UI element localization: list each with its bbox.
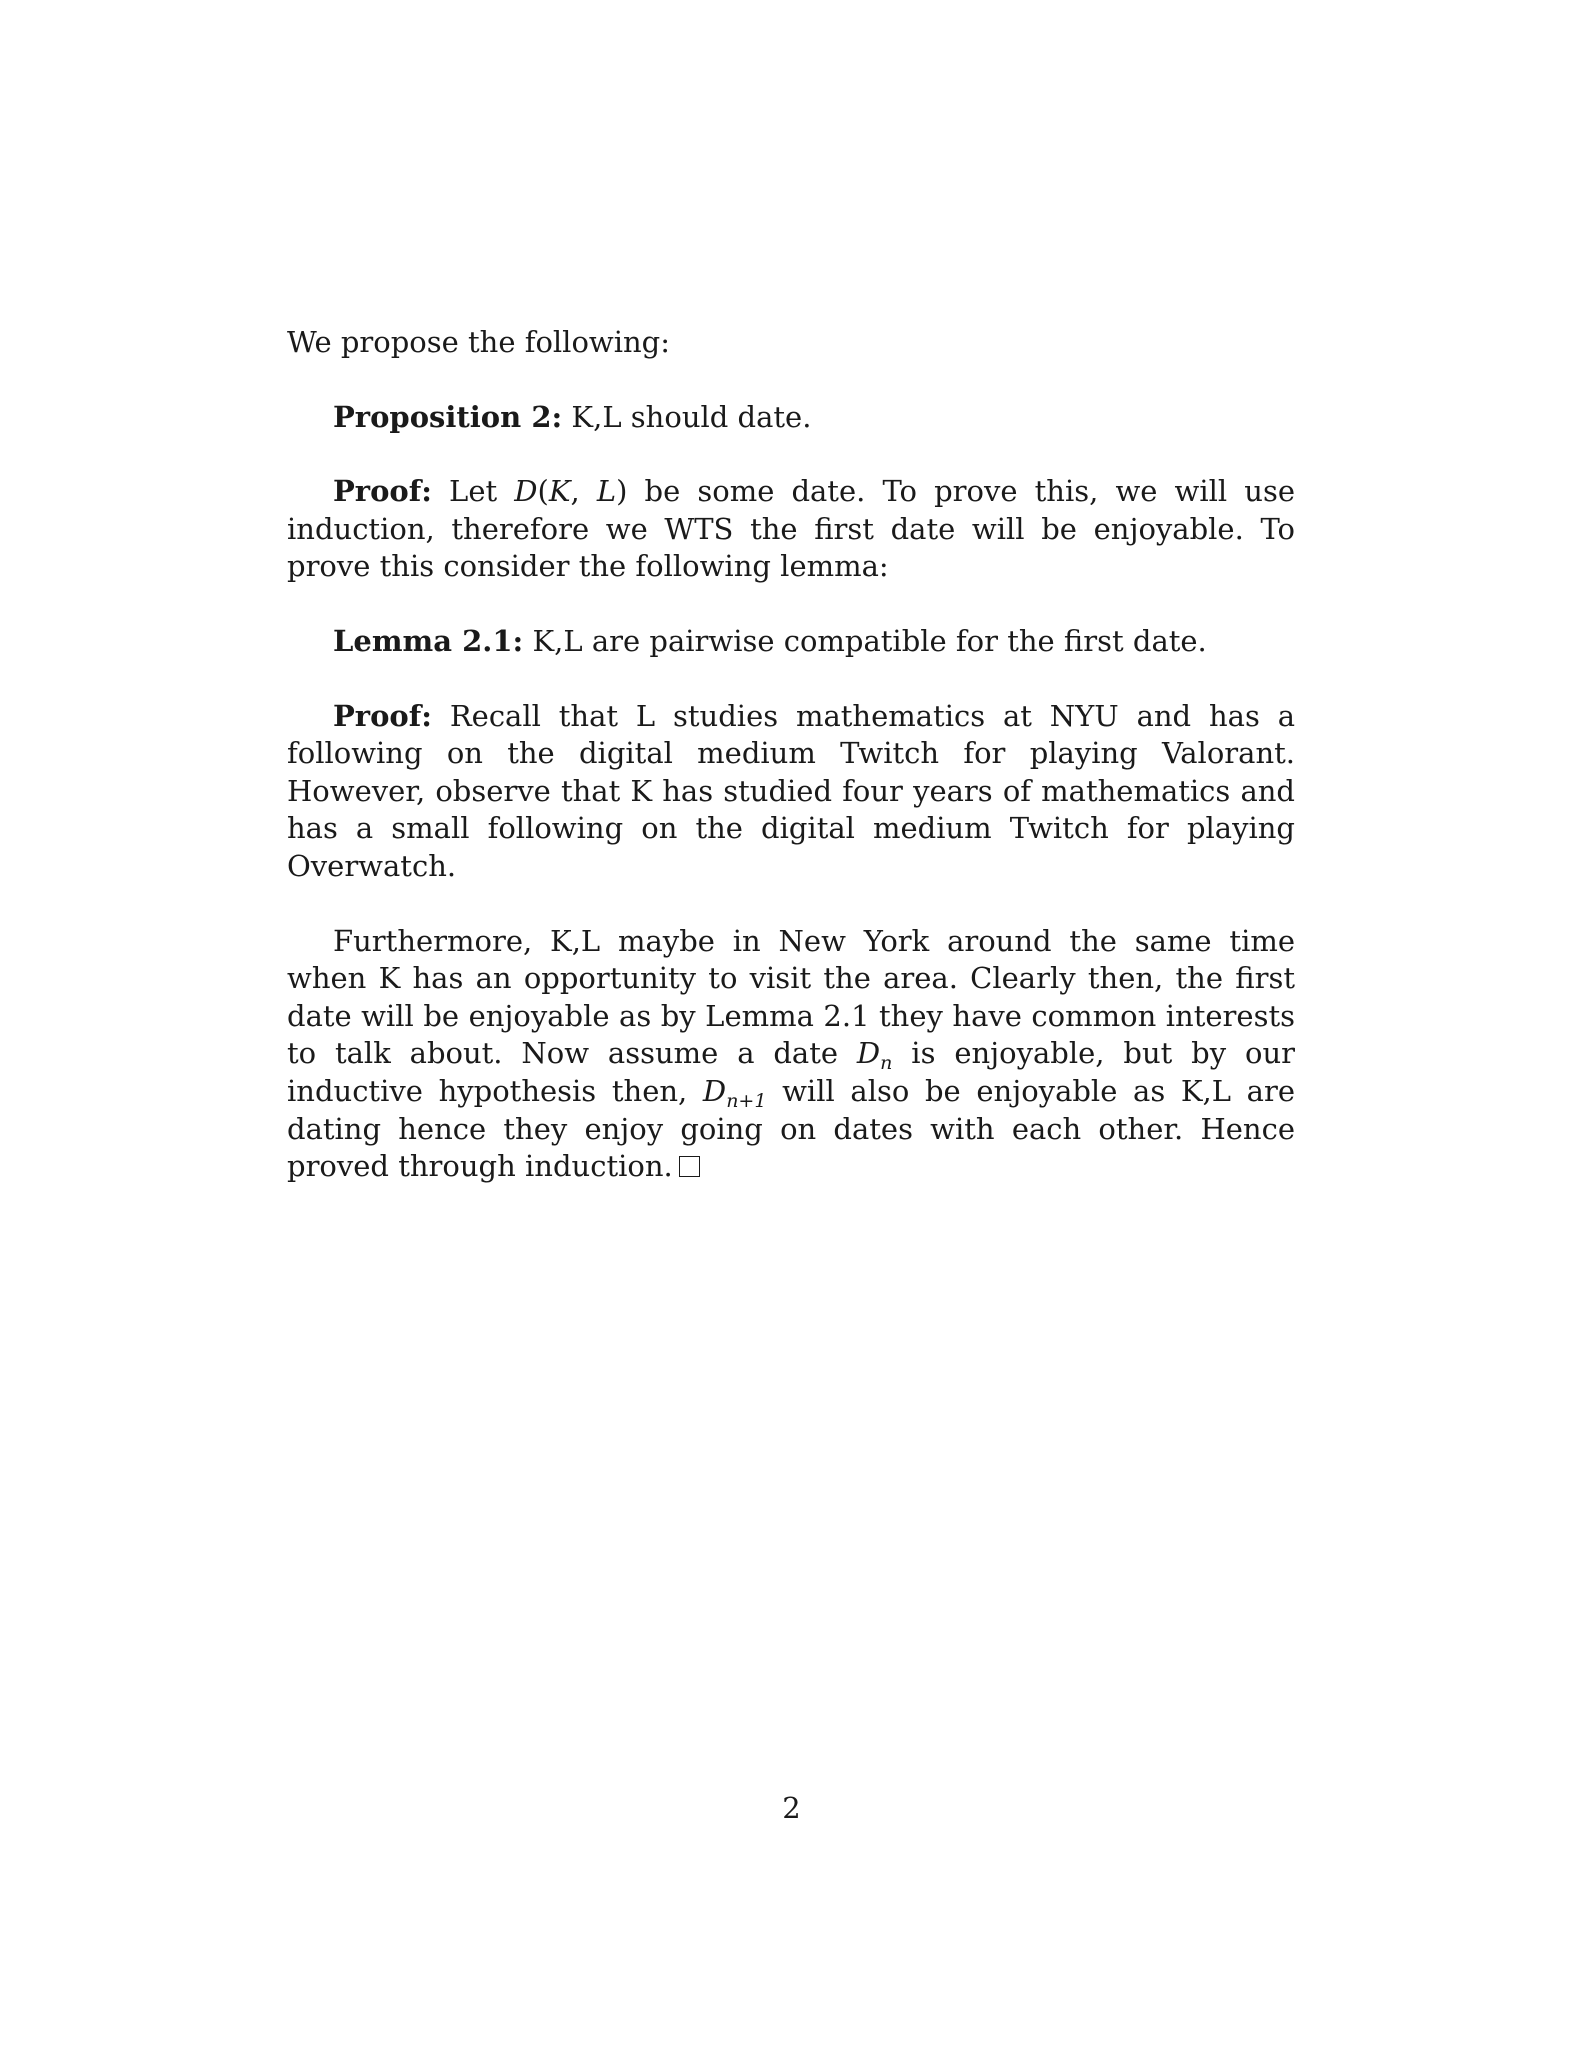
intro-line: We propose the following: xyxy=(287,325,671,359)
document-body xyxy=(287,324,1295,1186)
proposition-label: Proposition 2: xyxy=(333,399,563,434)
math-d-n-plus-1: $D_{n+1}$ xyxy=(702,1073,767,1112)
lemma-label: Lemma 2.1: xyxy=(333,623,524,658)
qed-square-icon xyxy=(679,1156,700,1177)
proof-label: Proof: xyxy=(333,474,432,509)
math-d-n: $D_n$ xyxy=(856,1036,893,1075)
lemma-2-1 xyxy=(287,623,1295,661)
proposition-text: K,L should date. xyxy=(562,399,812,434)
proposition-2 xyxy=(287,399,1295,437)
page-number: 2 xyxy=(782,1791,801,1825)
lemma-text: K,L are pairwise compatible for the first date. xyxy=(523,623,1207,658)
proof-label: Proof: xyxy=(333,698,432,733)
proof-of-proposition: Proof: Let D(K, L) be some date. To prove this, we will use induction, therefore we WTS the first date will be enjoyable. To prove this consider the following lemma: xyxy=(287,474,1296,584)
math-date-function: D(K, L) xyxy=(514,474,628,509)
proof-of-lemma: Proof: Recall that L studies mathematics at NYU and has a following on the digital medium Twitch for playing Valorant. However, observe that K has studied four years of mathematics and has a small following on the digital medium Twitch for playing Overwatch. xyxy=(287,698,1295,883)
furthermore-paragraph: Furthermore, K,L maybe in New York around the same time when K has an opportunity to visit the area. Clearly then, the first date will be enjoyable as by Lemma 2.1 they have common interests to talk about. Now assume a date $D_n$ is enjoyable, but by our inductive hypothesis then, $D_{n+1}$ will also be enjoyable as K,L are dating hence they enjoy going on dates with each other. Hence proved through induction. xyxy=(287,923,1295,1184)
